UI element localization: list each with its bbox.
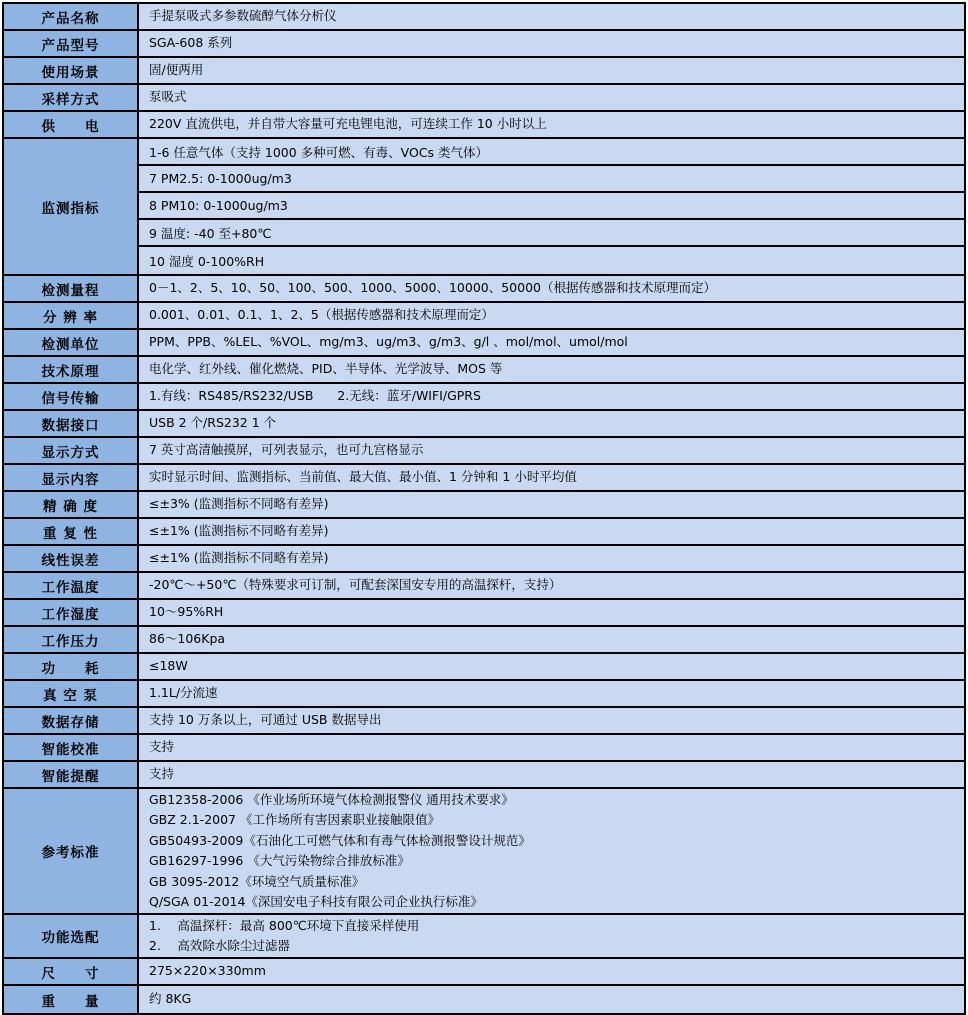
row-values — [139, 915, 964, 957]
row-value: 220V 直流供电，并自带大容量可充电锂电池，可连续工作 10 小时以上 — [149, 116, 547, 132]
row-values — [139, 438, 964, 463]
row-label: 真 空 泵 — [4, 681, 139, 706]
row-label: 使用场景 — [4, 58, 139, 83]
table-row — [4, 58, 964, 85]
table-row — [4, 600, 964, 627]
table-row — [4, 986, 964, 1013]
row-values — [139, 708, 964, 733]
table-row — [4, 546, 964, 573]
table-row — [4, 411, 964, 438]
row-label: 数据接口 — [4, 411, 139, 436]
row-values — [139, 276, 964, 301]
row-value: 10～95%RH — [149, 604, 224, 620]
row-values — [139, 735, 964, 760]
row-label: 重 量 — [4, 986, 139, 1013]
table-row — [4, 330, 964, 357]
row-value: 7 英寸高清触摸屏，可列表显示，也可九宫格显示 — [149, 442, 424, 458]
table-row — [4, 276, 964, 303]
row-label: 智能校准 — [4, 735, 139, 760]
row-value: 2. 高效除水除尘过滤器 — [149, 938, 290, 953]
row-value: 1.1L/分流速 — [149, 685, 218, 701]
row-label: 采样方式 — [4, 85, 139, 110]
row-value: 275×220×330mm — [149, 963, 266, 979]
row-values — [139, 789, 964, 913]
row-value: 约 8KG — [149, 991, 192, 1007]
row-value: PPM、PPB、%LEL、%VOL、mg/m3、ug/m3、g/m3、g/l 、mol/mol、umol/mol — [149, 334, 628, 350]
row-value: ≤±3% (监测指标不同略有差异) — [149, 496, 329, 512]
row-value: USB 2 个/RS232 1 个 — [149, 415, 277, 431]
row-value: -20℃～+50℃（特殊要求可订制，可配套深国安专用的高温探杆，支持） — [149, 577, 562, 593]
row-value: 9 温度: -40 至+80℃ — [139, 220, 964, 247]
table-row — [4, 139, 964, 276]
row-label: 显示方式 — [4, 438, 139, 463]
row-label: 尺 寸 — [4, 959, 139, 984]
table-row — [4, 492, 964, 519]
row-value: Q/SGA 01-2014《深国安电子科技有限公司企业执行标准》 — [149, 894, 483, 909]
table-row — [4, 303, 964, 330]
row-value: 0－1、2、5、10、50、100、500、1000、5000、10000、50000（根据传感器和技术原理而定） — [149, 280, 716, 296]
table-row — [4, 735, 964, 762]
row-label: 显示内容 — [4, 465, 139, 490]
spec-table — [2, 2, 966, 1015]
row-values — [139, 573, 964, 598]
row-values — [139, 546, 964, 571]
row-value: 手提泵吸式多参数硫醇气体分析仪 — [149, 8, 337, 24]
row-value: 1-6 任意气体（支持 1000 多种可燃、有毒、VOCs 类气体） — [139, 139, 964, 166]
row-label: 重 复 性 — [4, 519, 139, 544]
row-values — [139, 58, 964, 83]
row-values — [139, 112, 964, 137]
row-value: GB 3095-2012《环境空气质量标准》 — [149, 873, 365, 889]
row-label: 信号传输 — [4, 384, 139, 409]
row-label: 检测单位 — [4, 330, 139, 355]
row-label: 供 电 — [4, 112, 139, 137]
row-value: 7 PM2.5: 0-1000ug/m3 — [139, 166, 964, 193]
table-row — [4, 465, 964, 492]
row-values — [139, 330, 964, 355]
row-value: 支持 10 万条以上，可通过 USB 数据导出 — [149, 712, 382, 728]
table-row — [4, 357, 964, 384]
row-values — [139, 681, 964, 706]
table-row — [4, 627, 964, 654]
row-values — [139, 519, 964, 544]
row-label: 参考标准 — [4, 789, 139, 913]
row-values — [139, 303, 964, 328]
table-row — [4, 762, 964, 789]
row-label: 产品型号 — [4, 31, 139, 56]
row-values — [139, 959, 964, 984]
row-values — [139, 357, 964, 382]
row-label: 工作压力 — [4, 627, 139, 652]
row-value: ≤18W — [149, 658, 188, 674]
row-value: 1. 高温探杆：最高 800℃环境下直接采样使用 — [149, 917, 420, 933]
table-row — [4, 654, 964, 681]
row-value: 支持 — [149, 766, 175, 782]
row-label: 技术原理 — [4, 357, 139, 382]
row-value: ≤±1% (监测指标不同略有差异) — [149, 523, 329, 539]
row-label: 精 确 度 — [4, 492, 139, 517]
table-row — [4, 4, 964, 31]
row-values — [139, 85, 964, 110]
row-values — [139, 492, 964, 517]
row-values — [139, 4, 964, 29]
table-row — [4, 85, 964, 112]
row-values — [139, 986, 964, 1013]
row-values — [139, 600, 964, 625]
row-value: GBZ 2.1-2007 《工作场所有害因素职业接触限值》 — [149, 812, 440, 827]
row-label: 智能提醒 — [4, 762, 139, 787]
row-label: 工作温度 — [4, 573, 139, 598]
table-row — [4, 959, 964, 986]
table-row — [4, 708, 964, 735]
row-value: ≤±1% (监测指标不同略有差异) — [149, 550, 329, 566]
row-values — [139, 31, 964, 56]
row-values — [139, 411, 964, 436]
row-label: 功能选配 — [4, 915, 139, 957]
row-label: 工作湿度 — [4, 600, 139, 625]
row-label: 监测指标 — [4, 139, 139, 274]
row-value: GB16297-1996 《大气污染物综合排放标准》 — [149, 853, 410, 868]
row-label: 数据存储 — [4, 708, 139, 733]
table-row — [4, 915, 964, 959]
row-value: 0.001、0.01、0.1、1、2、5（根据传感器和技术原理而定） — [149, 307, 494, 323]
row-values — [139, 627, 964, 652]
row-value: 1.有线：RS485/RS232/USB 2.无线：蓝牙/WIFI/GPRS — [149, 388, 481, 404]
row-values — [139, 384, 964, 409]
table-row — [4, 112, 964, 139]
table-row — [4, 573, 964, 600]
table-row — [4, 384, 964, 411]
row-label: 检测量程 — [4, 276, 139, 301]
row-values — [139, 762, 964, 787]
table-row — [4, 438, 964, 465]
table-row — [4, 789, 964, 915]
row-values — [139, 139, 964, 274]
row-label: 线性误差 — [4, 546, 139, 571]
row-value: 支持 — [149, 739, 175, 755]
row-values — [139, 654, 964, 679]
row-value: SGA-608 系列 — [149, 35, 233, 51]
row-value: 实时显示时间、监测指标、当前值、最大值、最小值、1 分钟和 1 小时平均值 — [149, 469, 577, 485]
row-value: 86～106Kpa — [149, 631, 226, 647]
row-value: 10 湿度 0-100%RH — [149, 253, 265, 269]
row-value: 泵吸式 — [149, 89, 187, 105]
row-value: 8 PM10: 0-1000ug/m3 — [139, 193, 964, 220]
row-label: 功 耗 — [4, 654, 139, 679]
row-value: GB12358-2006 《作业场所环境气体检测报警仪 通用技术要求》 — [149, 791, 514, 807]
row-values — [139, 465, 964, 490]
table-row — [4, 519, 964, 546]
row-label: 产品名称 — [4, 4, 139, 29]
table-row — [4, 681, 964, 708]
row-value: GB50493-2009《石油化工可燃气体和有毒气体检测报警设计规范》 — [149, 832, 531, 848]
table-row — [4, 31, 964, 58]
row-label: 分 辨 率 — [4, 303, 139, 328]
row-value: 电化学、红外线、催化燃烧、PID、半导体、光学波导、MOS 等 — [149, 361, 503, 377]
row-value: 固/便两用 — [149, 62, 204, 78]
